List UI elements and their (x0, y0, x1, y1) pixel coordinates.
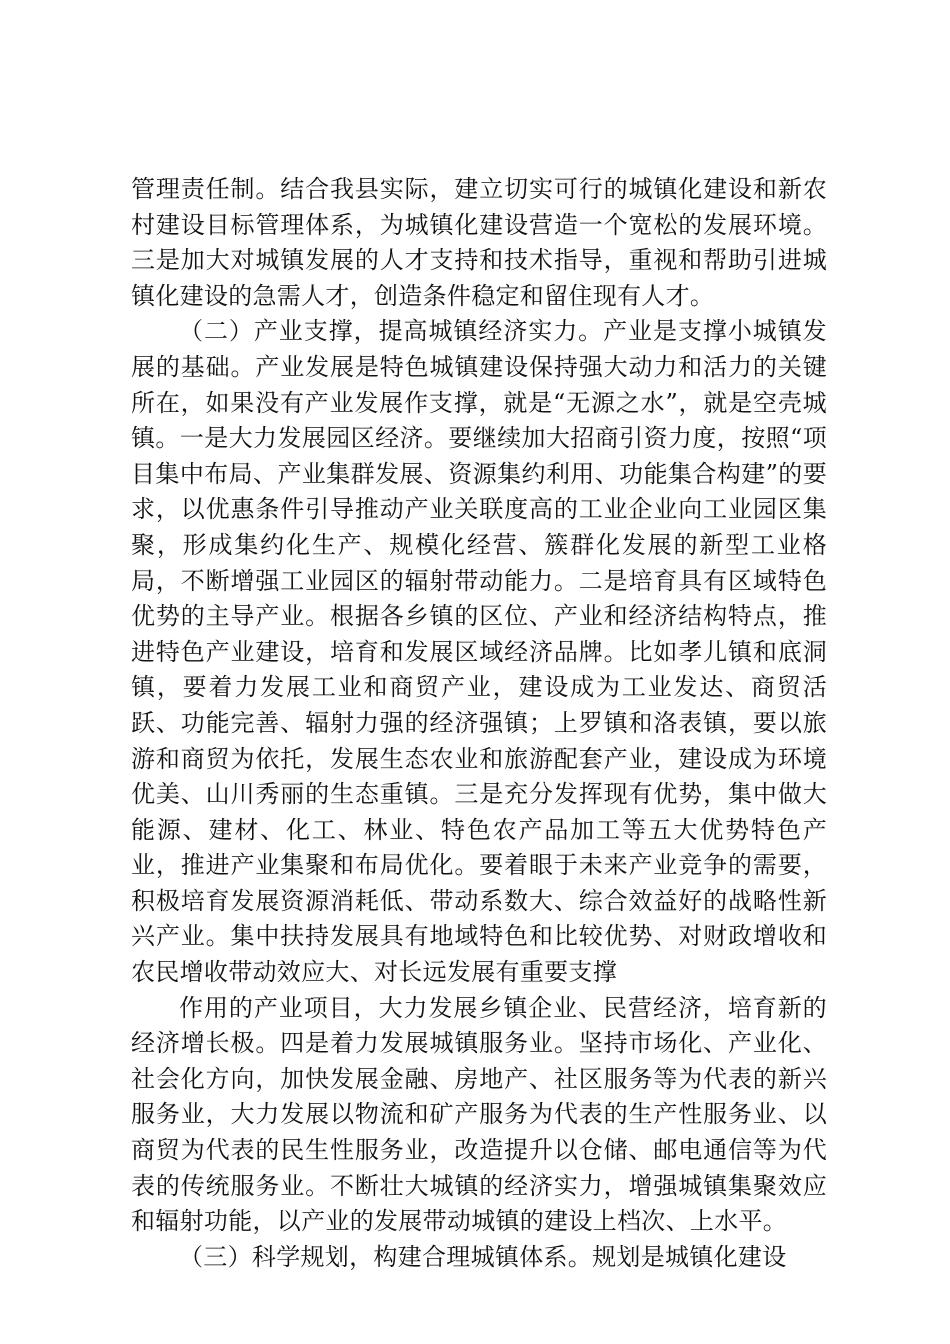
paragraph-industry-support: （二）产业支撑，提高城镇经济实力。产业是支撑小城镇发展的基础。产业发展是特色城镇建设保持强大动力和活力的关键所在，如果没有产业发展作支撑，就是“无源之水”，就是空壳城镇。一是大力发展园区经济。要继续加大招商引资力度，按照“项目集中布局、产业集群发展、资源集约利用、功能集合构建”的要求，以优惠条件引导推动产业关联度高的工业企业向工业园区集聚，形成集约化生产、规模化经营、簇群化发展的新型工业格局，不断增强工业园区的辐射带动能力。二是培育具有区域特色优势的主导产业。根据各乡镇的区位、产业和经济结构特点，推进特色产业建设，培育和发展区域经济品牌。比如孝儿镇和底洞镇，要着力发展工业和商贸产业，建设成为工业发达、商贸活跃、功能完善、辐射力强的经济强镇；上罗镇和洛表镇，要以旅游和商贸为依托，发展生态农业和旅游配套产业，建设成为环境优美、山川秀丽的生态重镇。三是充分发挥现有优势，集中做大能源、建材、化工、林业、特色农产品加工等五大优势特色产业，推进产业集聚和布局优化。要着眼于未来产业竞争的需要，积极培育发展资源消耗低、带动系数大、综合效益好的战略性新兴产业。集中扶持发展具有地域特色和比较优势、对财政增收和农民增收带动效应大、对长远发展有重要支撑 (131, 317, 827, 987)
paragraph-industry-projects: 作用的产业项目，大力发展乡镇企业、民营经济，培育新的经济增长极。四是着力发展城镇服务业。坚持市场化、产业化、社会化方向，加快发展金融、房地产、社区服务等为代表的新兴服务业，大力发展以物流和矿产服务为代表的生产性服务业、以商贸为代表的民生性服务业，改造提升以仓储、邮电通信等为代表的传统服务业。不断壮大城镇的经济实力，增强城镇集聚效应和辐射功能，以产业的发展带动城镇的建设上档次、上水平。 (131, 993, 827, 1236)
paragraph-management-responsibility: 管理责任制。结合我县实际，建立切实可行的城镇化建设和新农村建设目标管理体系，为城镇化建设营造一个宽松的发展环境。三是加大对城镇发展的人才支持和技术指导，重视和帮助引进城镇化建设的急需人才，创造条件稳定和留住现有人才。 (131, 175, 827, 310)
document-page (131, 172, 827, 1275)
paragraph-scientific-planning: （三）科学规划，构建合理城镇体系。规划是城镇化建设 (179, 1242, 787, 1271)
